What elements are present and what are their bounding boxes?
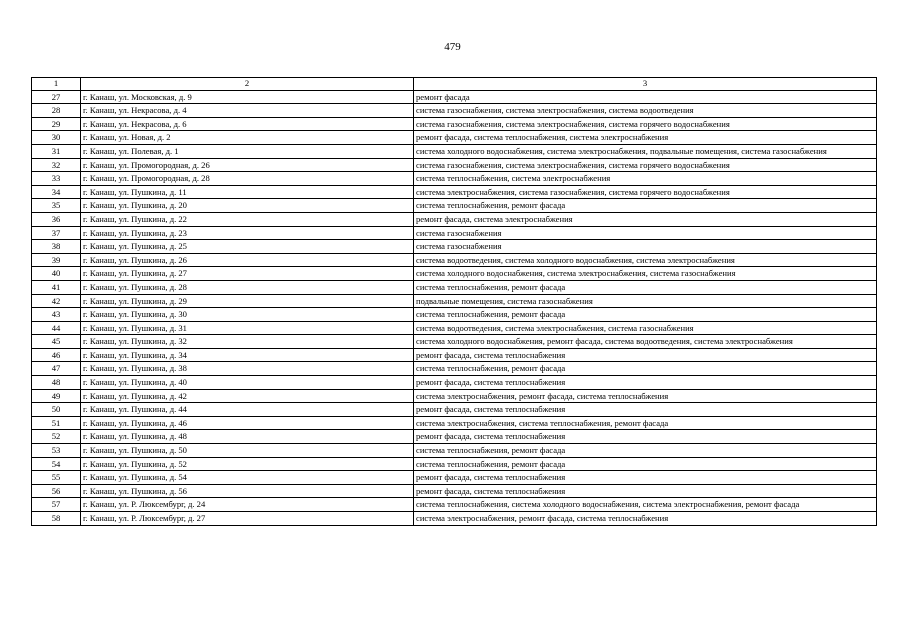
- row-address: г. Канаш, ул. Р. Люксембург, д. 27: [81, 512, 414, 526]
- row-works: ремонт фасада, система теплоснабжения, система электроснабжения: [414, 131, 877, 145]
- row-works: система холодного водоснабжения, система электроснабжения, система газоснабжения: [414, 267, 877, 281]
- row-number: 57: [32, 498, 81, 512]
- row-works: система газоснабжения, система электроснабжения, система водоотведения: [414, 104, 877, 118]
- row-number: 35: [32, 199, 81, 213]
- row-works: система водоотведения, система холодного водоснабжения, система электроснабжения: [414, 253, 877, 267]
- row-address: г. Канаш, ул. Промогородная, д. 28: [81, 172, 414, 186]
- row-address: г. Канаш, ул. Пушкина, д. 29: [81, 294, 414, 308]
- table-row: [32, 131, 877, 145]
- row-works: система теплоснабжения, система электроснабжения: [414, 172, 877, 186]
- row-works: ремонт фасада, система теплоснабжения: [414, 376, 877, 390]
- row-number: 37: [32, 226, 81, 240]
- table-row: [32, 362, 877, 376]
- row-address: г. Канаш, ул. Пушкина, д. 56: [81, 484, 414, 498]
- row-works: система электроснабжения, система газоснабжения, система горячего водоснабжения: [414, 185, 877, 199]
- row-works: система газоснабжения: [414, 240, 877, 254]
- table-row: [32, 90, 877, 104]
- row-address: г. Канаш, ул. Полевая, д. 1: [81, 144, 414, 158]
- row-works: система теплоснабжения, ремонт фасада: [414, 280, 877, 294]
- row-works: система теплоснабжения, ремонт фасада: [414, 362, 877, 376]
- row-number: 46: [32, 348, 81, 362]
- table-row: [32, 471, 877, 485]
- row-works: ремонт фасада, система теплоснабжения: [414, 471, 877, 485]
- table-row: [32, 104, 877, 118]
- header-row: [32, 78, 877, 91]
- table-row: [32, 376, 877, 390]
- row-works: система теплоснабжения, ремонт фасада: [414, 444, 877, 458]
- row-address: г. Канаш, ул. Новая, д. 2: [81, 131, 414, 145]
- row-number: 47: [32, 362, 81, 376]
- row-works: система газоснабжения, система электроснабжения, система горячего водоснабжения: [414, 158, 877, 172]
- row-number: 55: [32, 471, 81, 485]
- row-address: г. Канаш, ул. Р. Люксембург, д. 24: [81, 498, 414, 512]
- row-number: 44: [32, 321, 81, 335]
- row-address: г. Канаш, ул. Пушкина, д. 23: [81, 226, 414, 240]
- table-row: [32, 308, 877, 322]
- row-number: 53: [32, 444, 81, 458]
- row-number: 50: [32, 403, 81, 417]
- row-address: г. Канаш, ул. Некрасова, д. 4: [81, 104, 414, 118]
- row-works: ремонт фасада, система теплоснабжения: [414, 348, 877, 362]
- table-row: [32, 267, 877, 281]
- row-works: ремонт фасада, система электроснабжения: [414, 212, 877, 226]
- row-address: г. Канаш, ул. Пушкина, д. 30: [81, 308, 414, 322]
- table-row: [32, 117, 877, 131]
- row-address: г. Канаш, ул. Пушкина, д. 26: [81, 253, 414, 267]
- row-address: г. Канаш, ул. Пушкина, д. 28: [81, 280, 414, 294]
- row-works: система водоотведения, система электроснабжения, система газоснабжения: [414, 321, 877, 335]
- column-header-number: 1: [32, 78, 81, 91]
- row-number: 32: [32, 158, 81, 172]
- row-number: 31: [32, 144, 81, 158]
- table-row: [32, 512, 877, 526]
- row-address: г. Канаш, ул. Пушкина, д. 50: [81, 444, 414, 458]
- row-address: г. Канаш, ул. Пушкина, д. 27: [81, 267, 414, 281]
- row-works: система газоснабжения, система электроснабжения, система горячего водоснабжения: [414, 117, 877, 131]
- row-works: система теплоснабжения, система холодного водоснабжения, система электроснабжения, ремонт фасада: [414, 498, 877, 512]
- row-address: г. Канаш, ул. Пушкина, д. 34: [81, 348, 414, 362]
- table-row: [32, 253, 877, 267]
- table-row: [32, 294, 877, 308]
- row-address: г. Канаш, ул. Пушкина, д. 48: [81, 430, 414, 444]
- row-number: 33: [32, 172, 81, 186]
- table-row: [32, 199, 877, 213]
- row-number: 51: [32, 416, 81, 430]
- row-address: г. Канаш, ул. Пушкина, д. 52: [81, 457, 414, 471]
- table-row: [32, 403, 877, 417]
- row-works: система газоснабжения: [414, 226, 877, 240]
- row-number: 38: [32, 240, 81, 254]
- row-address: г. Канаш, ул. Пушкина, д. 54: [81, 471, 414, 485]
- row-address: г. Канаш, ул. Пушкина, д. 22: [81, 212, 414, 226]
- row-works: система холодного водоснабжения, система электроснабжения, подвальные помещения, система газоснабжения: [414, 144, 877, 158]
- page-number: 479: [444, 41, 461, 53]
- row-number: 48: [32, 376, 81, 390]
- row-works: система электроснабжения, ремонт фасада, система теплоснабжения: [414, 389, 877, 403]
- row-number: 52: [32, 430, 81, 444]
- row-number: 49: [32, 389, 81, 403]
- row-number: 45: [32, 335, 81, 349]
- row-address: г. Канаш, ул. Московская, д. 9: [81, 90, 414, 104]
- row-address: г. Канаш, ул. Пушкина, д. 44: [81, 403, 414, 417]
- row-address: г. Канаш, ул. Пушкина, д. 46: [81, 416, 414, 430]
- row-number: 30: [32, 131, 81, 145]
- row-number: 56: [32, 484, 81, 498]
- register-table: [31, 77, 877, 526]
- row-address: г. Канаш, ул. Пушкина, д. 11: [81, 185, 414, 199]
- table-row: [32, 172, 877, 186]
- row-number: 54: [32, 457, 81, 471]
- table-row: [32, 484, 877, 498]
- row-address: г. Канаш, ул. Пушкина, д. 32: [81, 335, 414, 349]
- table-row: [32, 498, 877, 512]
- row-number: 36: [32, 212, 81, 226]
- table-row: [32, 457, 877, 471]
- table-row: [32, 144, 877, 158]
- table-row: [32, 185, 877, 199]
- row-address: г. Канаш, ул. Промогородная, д. 26: [81, 158, 414, 172]
- row-works: ремонт фасада, система теплоснабжения: [414, 430, 877, 444]
- row-works: ремонт фасада, система теплоснабжения: [414, 403, 877, 417]
- row-address: г. Канаш, ул. Пушкина, д. 40: [81, 376, 414, 390]
- row-works: ремонт фасада, система теплоснабжения: [414, 484, 877, 498]
- row-works: подвальные помещения, система газоснабжения: [414, 294, 877, 308]
- table-row: [32, 226, 877, 240]
- row-address: г. Канаш, ул. Некрасова, д. 6: [81, 117, 414, 131]
- row-address: г. Канаш, ул. Пушкина, д. 20: [81, 199, 414, 213]
- row-works: система электроснабжения, ремонт фасада, система теплоснабжения: [414, 512, 877, 526]
- row-number: 40: [32, 267, 81, 281]
- table-row: [32, 158, 877, 172]
- table-row: [32, 389, 877, 403]
- table-row: [32, 348, 877, 362]
- table-row: [32, 444, 877, 458]
- table-row: [32, 416, 877, 430]
- row-works: система теплоснабжения, ремонт фасада: [414, 457, 877, 471]
- row-works: система холодного водоснабжения, ремонт фасада, система водоотведения, система электроснабжения: [414, 335, 877, 349]
- table-body: [32, 90, 877, 525]
- row-number: 42: [32, 294, 81, 308]
- row-works: система теплоснабжения, ремонт фасада: [414, 199, 877, 213]
- row-address: г. Канаш, ул. Пушкина, д. 38: [81, 362, 414, 376]
- row-address: г. Канаш, ул. Пушкина, д. 42: [81, 389, 414, 403]
- table-row: [32, 240, 877, 254]
- table-row: [32, 430, 877, 444]
- row-works: система электроснабжения, система теплоснабжения, ремонт фасада: [414, 416, 877, 430]
- row-number: 28: [32, 104, 81, 118]
- row-address: г. Канаш, ул. Пушкина, д. 25: [81, 240, 414, 254]
- row-number: 34: [32, 185, 81, 199]
- row-works: ремонт фасада: [414, 90, 877, 104]
- table-row: [32, 321, 877, 335]
- row-works: система теплоснабжения, ремонт фасада: [414, 308, 877, 322]
- row-number: 41: [32, 280, 81, 294]
- table-row: [32, 280, 877, 294]
- row-number: 39: [32, 253, 81, 267]
- column-header-address: 2: [81, 78, 414, 91]
- table-row: [32, 335, 877, 349]
- table-row: [32, 212, 877, 226]
- row-number: 58: [32, 512, 81, 526]
- row-number: 27: [32, 90, 81, 104]
- row-number: 29: [32, 117, 81, 131]
- column-header-works: 3: [414, 78, 877, 91]
- row-address: г. Канаш, ул. Пушкина, д. 31: [81, 321, 414, 335]
- row-number: 43: [32, 308, 81, 322]
